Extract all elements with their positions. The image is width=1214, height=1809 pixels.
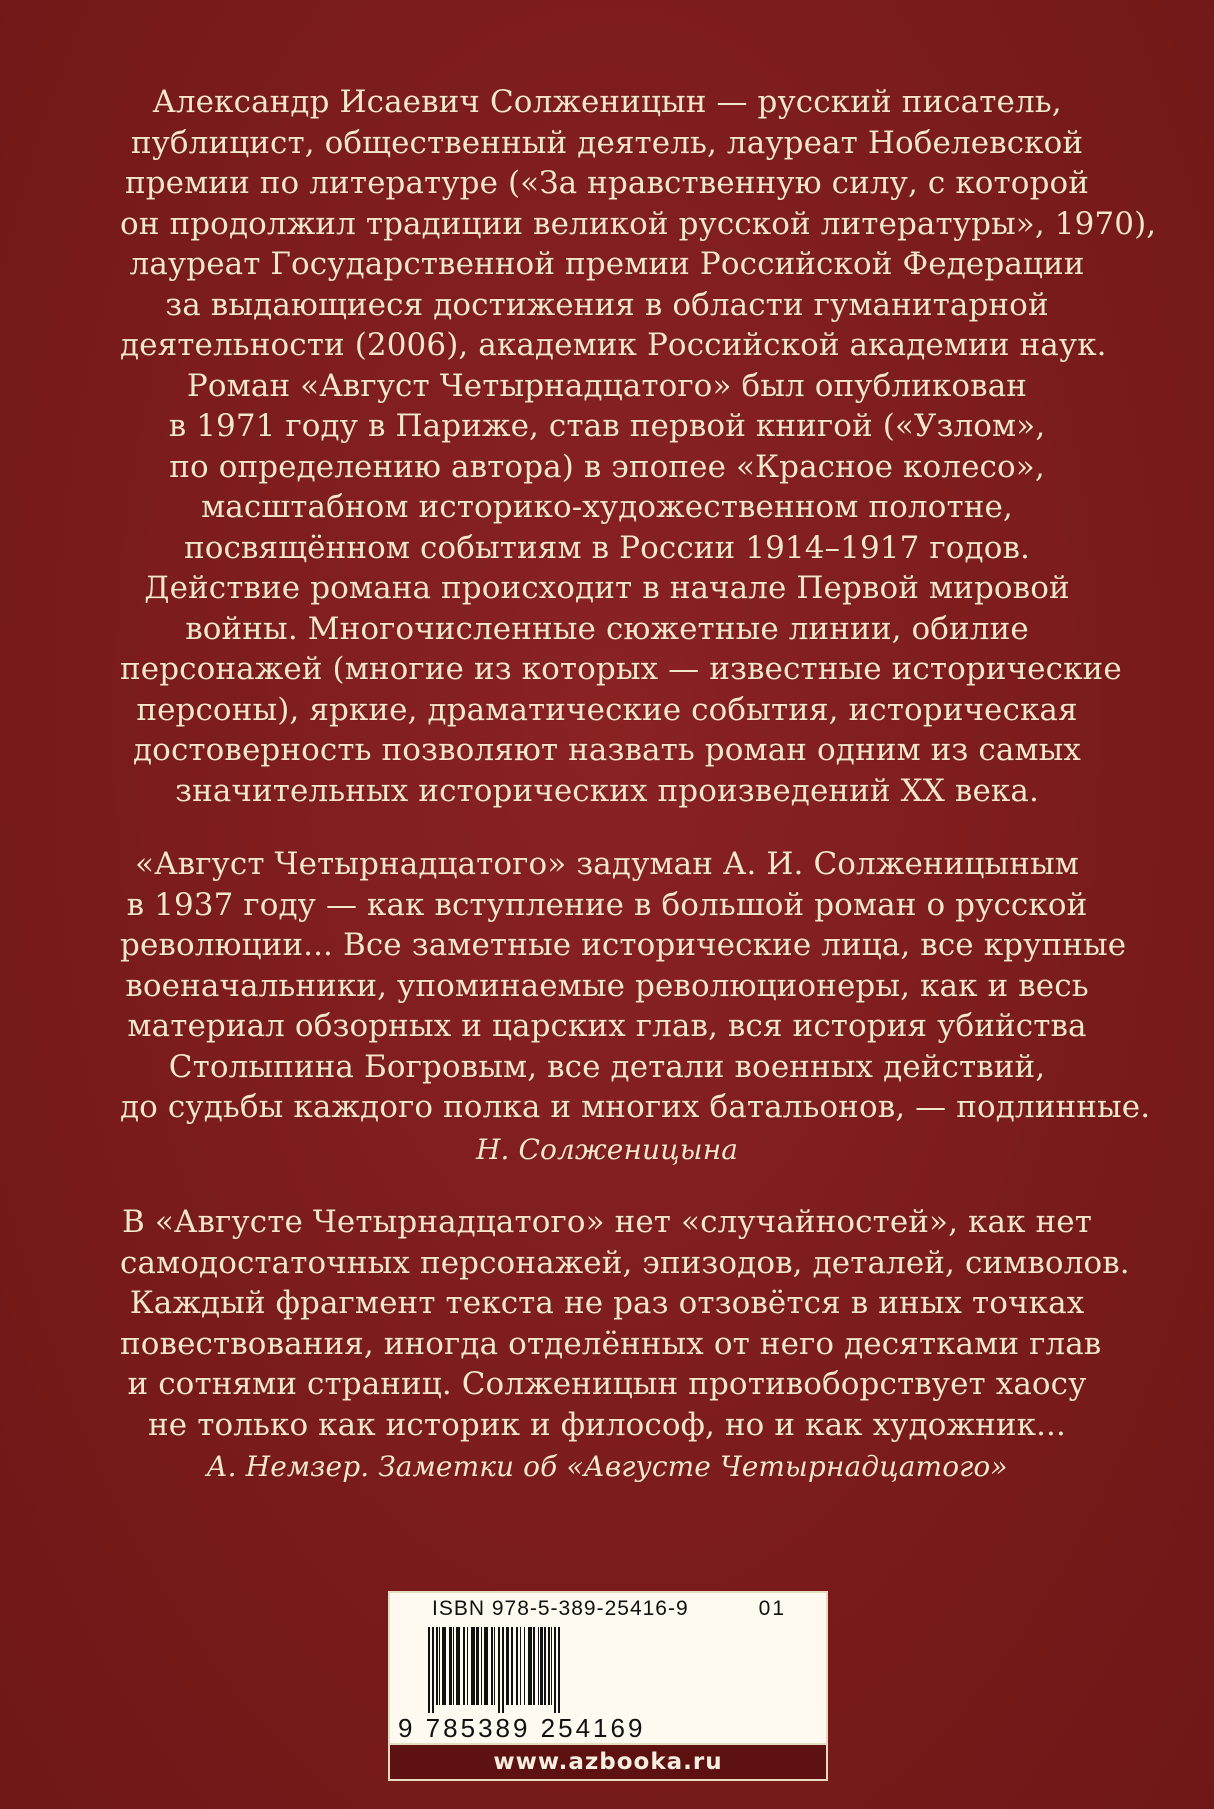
description-line: масштабном историко-художественном полотне, — [201, 489, 1013, 525]
barcode-bar — [498, 1627, 500, 1713]
barcode-bars — [426, 1627, 796, 1713]
description-line: войны. Многочисленные сюжетные линии, обилие — [185, 610, 1029, 647]
barcode-bar — [442, 1627, 446, 1705]
quote-line: самодостаточных персонажей, эпизодов, деталей, символов. — [120, 1244, 1130, 1281]
description-line: посвящённом событиям в России 1914–1917 годов. — [184, 529, 1030, 566]
description-line: значительных исторических произведений XX века. — [175, 772, 1039, 809]
description-line: достоверность позволяют назвать роман одним из самых — [133, 732, 1081, 768]
barcode-bar — [428, 1627, 430, 1713]
barcode-bar — [456, 1627, 460, 1705]
quote-line: В «Августе Четырнадцатого» нет «случайностей», как нет — [122, 1204, 1092, 1240]
quote-solzhenitsyna — [120, 844, 1151, 1170]
quote-line: до судьбы каждого полка и многих батальонов, — подлинные. — [120, 1089, 1151, 1125]
barcode-bar — [538, 1627, 539, 1705]
isbn-barcode — [388, 1591, 828, 1745]
quote-line: и сотнями страниц. Солженицын противоборствует хаосу — [127, 1366, 1087, 1402]
barcode-bar — [494, 1627, 495, 1705]
quote-nemzer — [120, 1202, 1130, 1488]
publisher-url: www.azbooka.ru — [388, 1745, 828, 1781]
barcode-bar — [548, 1627, 550, 1705]
barcode-bar — [558, 1627, 560, 1713]
description-line: Александр Исаевич Солженицын — русский писатель, — [152, 84, 1062, 120]
barcode-digits: 9 785389 254169 — [398, 1713, 646, 1743]
quote-attribution: А. Немзер. Заметки об «Августе Четырнадцатого» — [206, 1450, 1008, 1483]
quote-line: не только как историк и философ, но и как художник... — [148, 1406, 1066, 1443]
barcode-bar — [453, 1627, 454, 1705]
quote-line: «Август Четырнадцатого» задуман А. И. Солженицыным — [135, 846, 1079, 882]
description-line: публицист, общественный деятель, лауреат Нобелевской — [130, 124, 1084, 161]
barcode-bar — [491, 1627, 493, 1705]
barcode-bar — [551, 1627, 552, 1705]
barcode-bar — [516, 1627, 518, 1705]
barcode-addon: 01 — [758, 1597, 786, 1620]
description-line: по определению автора) в эпопее «Красное колесо», — [169, 448, 1045, 485]
barcode-bar — [471, 1627, 475, 1705]
description-line: он продолжил традиции великой русской литературы», 1970), — [120, 205, 1157, 242]
barcode-bar — [463, 1627, 465, 1705]
description-line: Действие романа происходит в начале Первой мировой — [144, 570, 1070, 606]
barcode-bar — [554, 1627, 556, 1713]
barcode-bar — [439, 1627, 440, 1705]
description-line: Роман «Август Четырнадцатого» был опубликован — [186, 367, 1028, 404]
description-line: персоны), яркие, драматические события, историческая — [136, 691, 1078, 728]
description-line: персонажей (многие из которых — известные исторические — [120, 651, 1122, 687]
barcode-bar — [432, 1627, 434, 1713]
quote-line: военачальники, упоминаемые революционеры, как и весь — [125, 967, 1089, 1004]
barcode-bar — [511, 1627, 513, 1705]
barcode-bar — [528, 1627, 532, 1705]
barcode-bar — [502, 1627, 504, 1713]
quote-line: повествования, иногда отделённых от него десятками глав — [120, 1325, 1102, 1362]
barcode-bar — [506, 1627, 509, 1705]
barcode-bar — [481, 1627, 482, 1705]
barcode-bar — [533, 1627, 535, 1705]
barcode-bar — [467, 1627, 468, 1705]
author-book-description — [120, 82, 1157, 811]
barcode-bar — [449, 1627, 452, 1705]
barcode-bar — [520, 1627, 521, 1705]
quote-line: Каждый фрагмент текста не раз отзовётся в иных точках — [129, 1285, 1085, 1321]
barcode-bar — [476, 1627, 479, 1705]
description-line: премии по литературе («За нравственную силу, с которой — [124, 165, 1090, 201]
quote-line: в 1937 году — как вступление в большой роман о русской — [126, 886, 1088, 923]
barcode-bar — [524, 1627, 525, 1705]
barcode-bar — [544, 1627, 546, 1705]
quote-line: революции... Все заметные исторические лица, все крупные — [120, 927, 1127, 963]
description-line: лауреат Государственной премии Российской Федерации — [129, 246, 1085, 282]
description-line: за выдающиеся достижения в области гуманитарной — [165, 286, 1049, 323]
barcode-bar — [436, 1627, 438, 1705]
quote-line: Столыпина Богровым, все детали военных действий, — [168, 1048, 1046, 1085]
description-line: деятельности (2006), академик Российской академии наук. — [120, 327, 1107, 363]
isbn-label: ISBN 978-5-389-25416-9 — [432, 1597, 689, 1620]
description-line: в 1971 году в Париже, став первой книгой («Узлом», — [168, 408, 1046, 444]
barcode-bar — [540, 1627, 543, 1705]
quote-attribution: Н. Солженицына — [475, 1132, 739, 1166]
quote-line: материал обзорных и царских глав, вся история убийства — [127, 1008, 1087, 1044]
barcode-bar — [484, 1627, 488, 1705]
